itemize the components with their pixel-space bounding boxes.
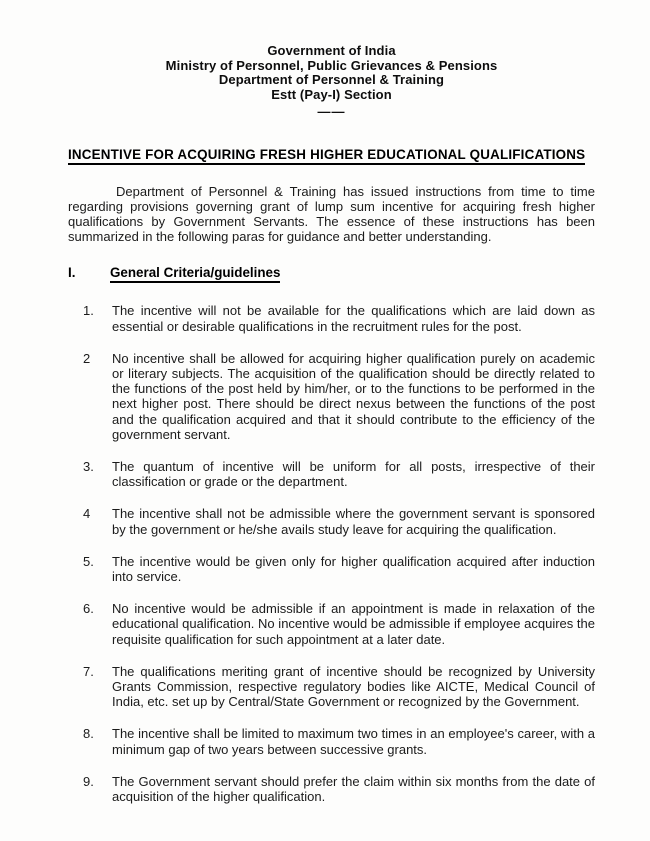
list-item — [83, 459, 595, 489]
item-marker: 3. — [83, 458, 94, 474]
list-item — [83, 726, 595, 756]
item-marker: 7. — [83, 663, 94, 679]
item-marker: 9. — [83, 773, 94, 789]
item-marker: 8. — [83, 726, 94, 742]
section-heading-text: General Criteria/guidelines — [110, 265, 280, 283]
list-item — [83, 351, 595, 442]
item-text: No incentive shall be allowed for acquiring higher qualification purely on academic or literary subjects. The acquisition of the qualification should be directly related to the functions of the post held by him/her, or to the functions to be performed in the next higher post. There should be direct nexus between the functions of the post and the qualification acquired and that it should contribute to the efficiency of the government servant. — [112, 350, 595, 442]
item-text: The incentive shall not be admissible where the government servant is sponsored by the government or he/she avails study leave for acquiring the qualification. — [112, 506, 595, 537]
intro-paragraph: Department of Personnel & Training has issued instructions from time to time regarding provisions governing grant of lump sum incentive for acquiring fresh higher qualifications by Government Servants. The essence of these instructions has been summarized in the following paras for guidance and better understanding. — [68, 183, 595, 245]
item-text: The incentive would be given only for higher qualification acquired after induction into service. — [112, 553, 595, 584]
letterhead-line-government: Government of India — [267, 43, 396, 58]
item-text: The incentive shall be limited to maximum two times in an employee's career, with a minimum gap of two years between successive grants. — [112, 726, 595, 757]
item-marker: 1. — [83, 303, 94, 319]
list-item — [83, 506, 595, 536]
list-item — [83, 303, 595, 333]
item-marker: 2 — [83, 350, 91, 366]
letterhead-line-department: Department of Personnel & Training — [218, 72, 445, 87]
document-title: INCENTIVE FOR ACQUIRING FRESH HIGHER EDUCATIONAL QUALIFICATIONS — [68, 147, 585, 165]
list-item — [83, 774, 595, 804]
numbered-list — [68, 303, 595, 804]
letterhead-line-ministry: Ministry of Personnel, Public Grievances & Pensions — [165, 57, 498, 73]
item-text: The qualifications meriting grant of incentive should be recognized by University Grants Commission, respective regulatory bodies like AICTE, Medical Council of India, etc. set up by Central/State Government or recognized by the Government. — [112, 663, 595, 710]
letterhead — [68, 44, 595, 120]
list-item — [83, 554, 595, 584]
list-item — [83, 601, 595, 647]
item-text: The incentive will not be available for the qualifications which are laid down as essential or desirable qualifications in the recruitment rules for the post. — [112, 303, 595, 334]
item-text: The quantum of incentive will be uniform for all posts, irrespective of their classification or grade or the department. — [112, 458, 595, 490]
item-marker: 4 — [83, 506, 91, 522]
letterhead-line-section: Estt (Pay-I) Section — [271, 86, 392, 102]
section-heading — [68, 265, 595, 283]
item-text: No incentive would be admissible if an appointment is made in relaxation of the educational qualification. No incentive would be admissible if employee acquires the requisite qualification for such appointment at a later date. — [112, 601, 595, 647]
list-item — [83, 664, 595, 710]
item-text: The Government servant should prefer the claim within six months from the date of acquisition of the higher qualification. — [112, 773, 595, 804]
item-marker: 5. — [83, 553, 94, 569]
item-marker: 6. — [83, 601, 94, 617]
section-numeral: I. — [68, 265, 76, 281]
letterhead-separator: —— — [317, 104, 346, 119]
title-wrap — [68, 146, 595, 164]
